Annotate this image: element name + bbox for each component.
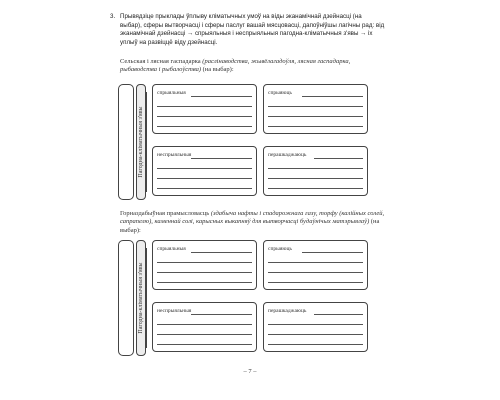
answer-line[interactable] <box>302 252 363 253</box>
answer-line[interactable] <box>268 106 363 107</box>
section-1-options: (раслінаводства, жывёлагадоўля, лясная гаспадарка, рыбаводства і рыбалоўства) <box>120 58 351 74</box>
answer-line[interactable] <box>268 126 363 127</box>
helps-label: спрыяюць <box>268 246 292 252</box>
answer-line[interactable] <box>268 262 363 263</box>
answer-line[interactable] <box>268 116 363 117</box>
section-1-favorable-box <box>152 84 257 134</box>
section-2-side-panel <box>136 240 146 356</box>
answer-line[interactable] <box>157 282 252 283</box>
section-1-bracket <box>146 92 151 192</box>
section-2-hinders-box <box>263 302 368 352</box>
hinders-label: перашкаджаюць <box>268 152 307 158</box>
task-text: Прывядзіце прыклады ўплыву кліматычных умоў на віды эканамічнай дзейнасці (на выбар), сферы вытворчасці і сферы паслуг вашай мясцовасці, дапоўніўшы лагічны рад: від эканамічнай дзейнасці → спрыяльныя і неспрыяльныя пагодна-кліматычныя з'явы → іх уплыў на развіццё віду дзейнасці. <box>120 13 385 46</box>
section-1-side-label: Пагодна-кліматычныя з'явы <box>138 106 144 178</box>
section-2-options: (здабыча нафты і спадарожнага газу, торфу (калійных солей, сапрапелю), каменнай солі, карысных выкапняў для вытворчасці будаўнічых матэрыялаў) <box>120 210 385 226</box>
answer-line[interactable] <box>268 272 363 273</box>
task-paragraph <box>110 13 385 47</box>
answer-line[interactable] <box>191 314 252 315</box>
answer-line[interactable] <box>157 168 252 169</box>
section-1-suffix: (на выбар): <box>202 66 234 74</box>
answer-line[interactable] <box>157 262 252 263</box>
answer-line[interactable] <box>191 158 252 159</box>
favorable-label: спрыяльныя <box>157 246 186 252</box>
section-2-unfavorable-box <box>152 302 257 352</box>
answer-line[interactable] <box>314 158 363 159</box>
answer-line[interactable] <box>157 188 252 189</box>
section-1-side-panel <box>136 84 146 200</box>
section-1-unfavorable-box <box>152 146 257 196</box>
section-2-side-frame <box>118 240 134 356</box>
section-2-scheme <box>118 240 388 356</box>
answer-line[interactable] <box>268 324 363 325</box>
section-2-helps-box <box>263 240 368 290</box>
section-2-side-label: Пагодна-кліматычныя з'явы <box>138 262 144 334</box>
section-1-intro <box>120 58 385 75</box>
section-2-intro <box>120 210 385 235</box>
answer-line[interactable] <box>157 344 252 345</box>
page-number: – 7 – <box>243 368 257 375</box>
answer-line[interactable] <box>157 126 252 127</box>
answer-line[interactable] <box>157 272 252 273</box>
answer-line[interactable] <box>268 334 363 335</box>
answer-line[interactable] <box>157 178 252 179</box>
favorable-label: спрыяльныя <box>157 90 186 96</box>
answer-line[interactable] <box>191 96 252 97</box>
answer-line[interactable] <box>157 334 252 335</box>
helps-label: спрыяюць <box>268 90 292 96</box>
answer-line[interactable] <box>268 282 363 283</box>
section-2-bracket <box>146 248 151 348</box>
answer-line[interactable] <box>302 96 363 97</box>
answer-line[interactable] <box>268 344 363 345</box>
answer-line[interactable] <box>157 116 252 117</box>
section-2-suffix: (на выбар): <box>120 218 380 234</box>
section-1-helps-box <box>263 84 368 134</box>
section-2-favorable-box <box>152 240 257 290</box>
section-1-hinders-box <box>263 146 368 196</box>
section-1-scheme <box>118 84 388 200</box>
section-1-title: Сельская і лясная гаспадарка <box>120 58 201 65</box>
answer-line[interactable] <box>157 324 252 325</box>
answer-line[interactable] <box>268 188 363 189</box>
answer-line[interactable] <box>314 314 363 315</box>
unfavorable-label: неспрыяльныя <box>157 308 192 314</box>
answer-line[interactable] <box>268 168 363 169</box>
answer-line[interactable] <box>191 252 252 253</box>
answer-line[interactable] <box>268 178 363 179</box>
hinders-label: перашкаджаюць <box>268 308 307 314</box>
section-2-title: Горназдабыўная прамысловасць <box>120 210 210 217</box>
answer-line[interactable] <box>157 106 252 107</box>
section-1-side-frame <box>118 84 134 200</box>
task-number: 3. <box>110 13 116 20</box>
unfavorable-label: неспрыяльныя <box>157 152 192 158</box>
